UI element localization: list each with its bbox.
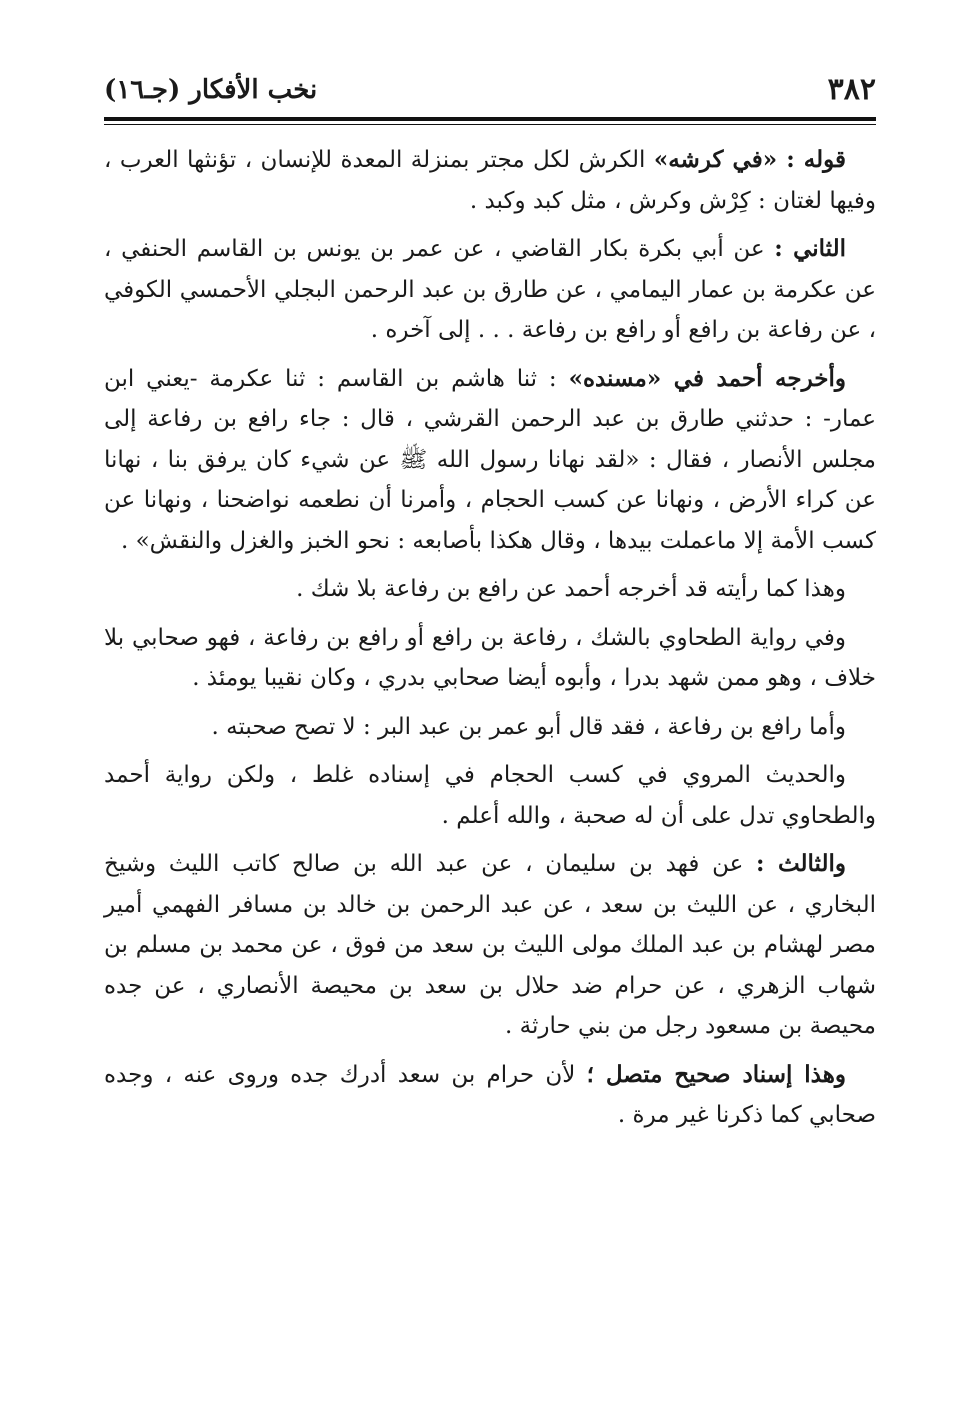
paragraph-lead: قوله : «في كرشه» xyxy=(653,146,846,173)
paragraph-text: وأما رافع بن رفاعة ، فقد قال أبو عمر بن عبد البر : لا تصح صحبته . xyxy=(211,713,846,740)
paragraph-text: وهذا كما رأيته قد أخرجه أحمد عن رافع بن رفاعة بلا شك . xyxy=(296,576,846,602)
book-title: نخب الأفكار (جـ١٦) xyxy=(104,75,318,105)
paragraph xyxy=(104,359,876,562)
paragraph-lead: وهذا إسناد صحيح متصل ؛ xyxy=(586,1060,846,1088)
paragraph xyxy=(104,844,876,1047)
paragraph-lead: والثالث : xyxy=(756,850,846,877)
paragraph-text: عن فهد بن سليمان ، عن عبد الله بن صالح كاتب الليث وشيخ البخاري ، عن الليث بن سعد ، عن عبد الرحمن بن خالد بن مسافر الفهمي أمير مصر لهشام بن عبد الملك مولى الليث بن سعد من فوق ، عن محمد بن مسلم بن شهاب الزهري ، عن حرام ضد حلال بن سعد بن محيصة الأنصاري ، عن جده محيصة بن مسعود رجل من بني حارثة . xyxy=(104,851,876,1039)
paragraph-text: عن أبي بكرة بكار القاضي ، عن عمر بن يونس بن القاسم الحنفي ، عن عكرمة بن عمار اليمامي ، عن طارق بن عبد الرحمن البجلي الأحمسي الكوفي ، عن رفاعة بن رافع أو رافع بن رفاعة . . . إلى آخره . xyxy=(104,236,876,343)
paragraph xyxy=(104,755,876,836)
paragraph xyxy=(104,140,876,221)
paragraph-text: : ثنا هاشم بن القاسم : ثنا عكرمة -يعني ابن عمار- : حدثني طارق بن عبد الرحمن القرشي ، قال : جاء رافع بن رفاعة إلى مجلس الأنصار ، فقال : «لقد نهانا رسول الله ﷺ عن شيء كان يرفق بنا ، نهانا عن كراء الأرض ، ونهانا عن كسب الحجام ، وأمرنا أن نطعمه نواضحنا ، ونهانا عن كسب الأمة إلا ماعملت بيدها ، وقال هكذا بأصابعه : نحو الخبز والغزل والنقش» . xyxy=(104,365,876,554)
paragraph-text: وفي رواية الطحاوي بالشك ، رفاعة بن رافع أو رافع بن رفاعة ، فهو صحابي بلا خلاف ، وهو ممن شهد بدرا ، وأبوه أيضا صحابي بدري ، وكان نقيبا يومئذ . xyxy=(104,624,876,691)
paragraph-lead: وأخرجه أحمد في «مسنده» xyxy=(568,364,846,392)
paragraph-text: والحديث المروي في كسب الحجام في إسناده غلط ، ولكن رواية أحمد والطحاوي تدل على أن له صحبة ، والله أعلم . xyxy=(104,762,876,829)
header-rule-thin xyxy=(104,124,876,125)
page-body xyxy=(104,140,876,1144)
paragraph xyxy=(104,618,876,699)
header-rule-thick xyxy=(104,117,876,121)
paragraph-lead: الثاني : xyxy=(774,235,846,262)
paragraph xyxy=(104,707,876,748)
paragraph-text: الكرش لكل مجتر بمنزلة المعدة للإنسان ، تؤنثها العرب ، وفيها لغتان : كِرْش وكرش ، مثل كبد وكبد . xyxy=(104,147,876,214)
paragraph-text: لأن حرام بن سعد أدرك جده وروى عنه ، وجده صحابي كما ذكرنا غير مرة . xyxy=(104,1061,876,1128)
paragraph xyxy=(104,1055,876,1136)
page-number: ٣٨٢ xyxy=(827,72,876,107)
paragraph xyxy=(104,229,876,351)
paragraph xyxy=(104,569,876,610)
page-header xyxy=(104,70,876,110)
